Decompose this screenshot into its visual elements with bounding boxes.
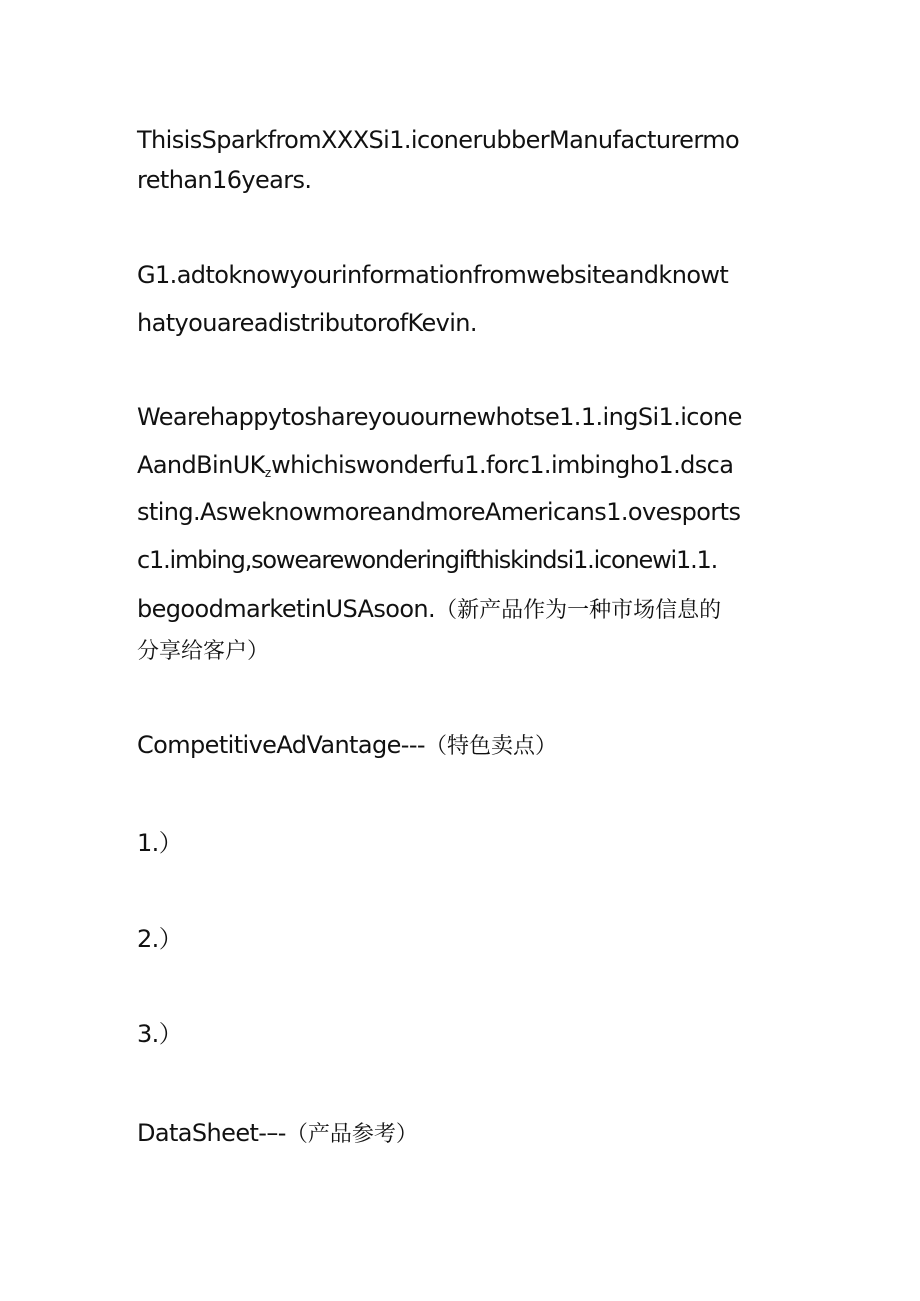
paragraph-3-line-1: Wearehappytoshareyouournewhotse1.1.ingSi1.icone (137, 403, 742, 431)
paragraph-1-line-1: ThisisSparkfromXXXSi1.iconerubberManufacturermo (137, 126, 740, 154)
paragraph-3-line-5-en: begoodmarketinUSAsoon. (137, 595, 436, 623)
datasheet-heading-en: DataSheet-–- (137, 1119, 286, 1147)
list-item-3: 3.） (137, 1020, 183, 1048)
datasheet-heading-cn: （产品参考） (285, 1122, 418, 1147)
paragraph-3-line-5-cn: （新产品作为一种市场信息的 (435, 598, 722, 623)
datasheet-heading (137, 1118, 418, 1150)
paragraph-3-line-3: sting.AsweknowmoreandmoreAmericans1.ovesports (137, 498, 741, 526)
competitive-heading-en: CompetitiveAdVantage--- (137, 731, 425, 759)
paragraph-3-line-2-end: whichiswonderfu1.forc1.imbingho1.dsca (271, 451, 734, 479)
paragraph-3-line-5 (137, 594, 721, 626)
list-item-1: 1.） (137, 829, 183, 857)
paragraph-2-line-2: hatyouareadistributorofKevin. (137, 309, 477, 337)
paragraph-3-line-2-start: AandBinUK (137, 451, 265, 479)
paragraph-2-line-1: G1.adtoknowyourinformationfromwebsiteandknowt (137, 261, 729, 289)
paragraph-3-line-2 (137, 450, 733, 488)
paragraph-3-line-6: 分享给客户） (137, 639, 270, 664)
paragraph-3-line-4: c1.imbing,sowearewonderingifthiskindsi1.iconewi1.1. (137, 546, 718, 574)
list-item-2: 2.） (137, 925, 183, 953)
competitive-advantage-heading (137, 730, 557, 762)
paragraph-3-line-2-subscript: z (264, 466, 272, 480)
paragraph-1-line-2: rethan16years. (137, 166, 312, 194)
competitive-heading-cn: （特色卖点） (424, 734, 557, 759)
